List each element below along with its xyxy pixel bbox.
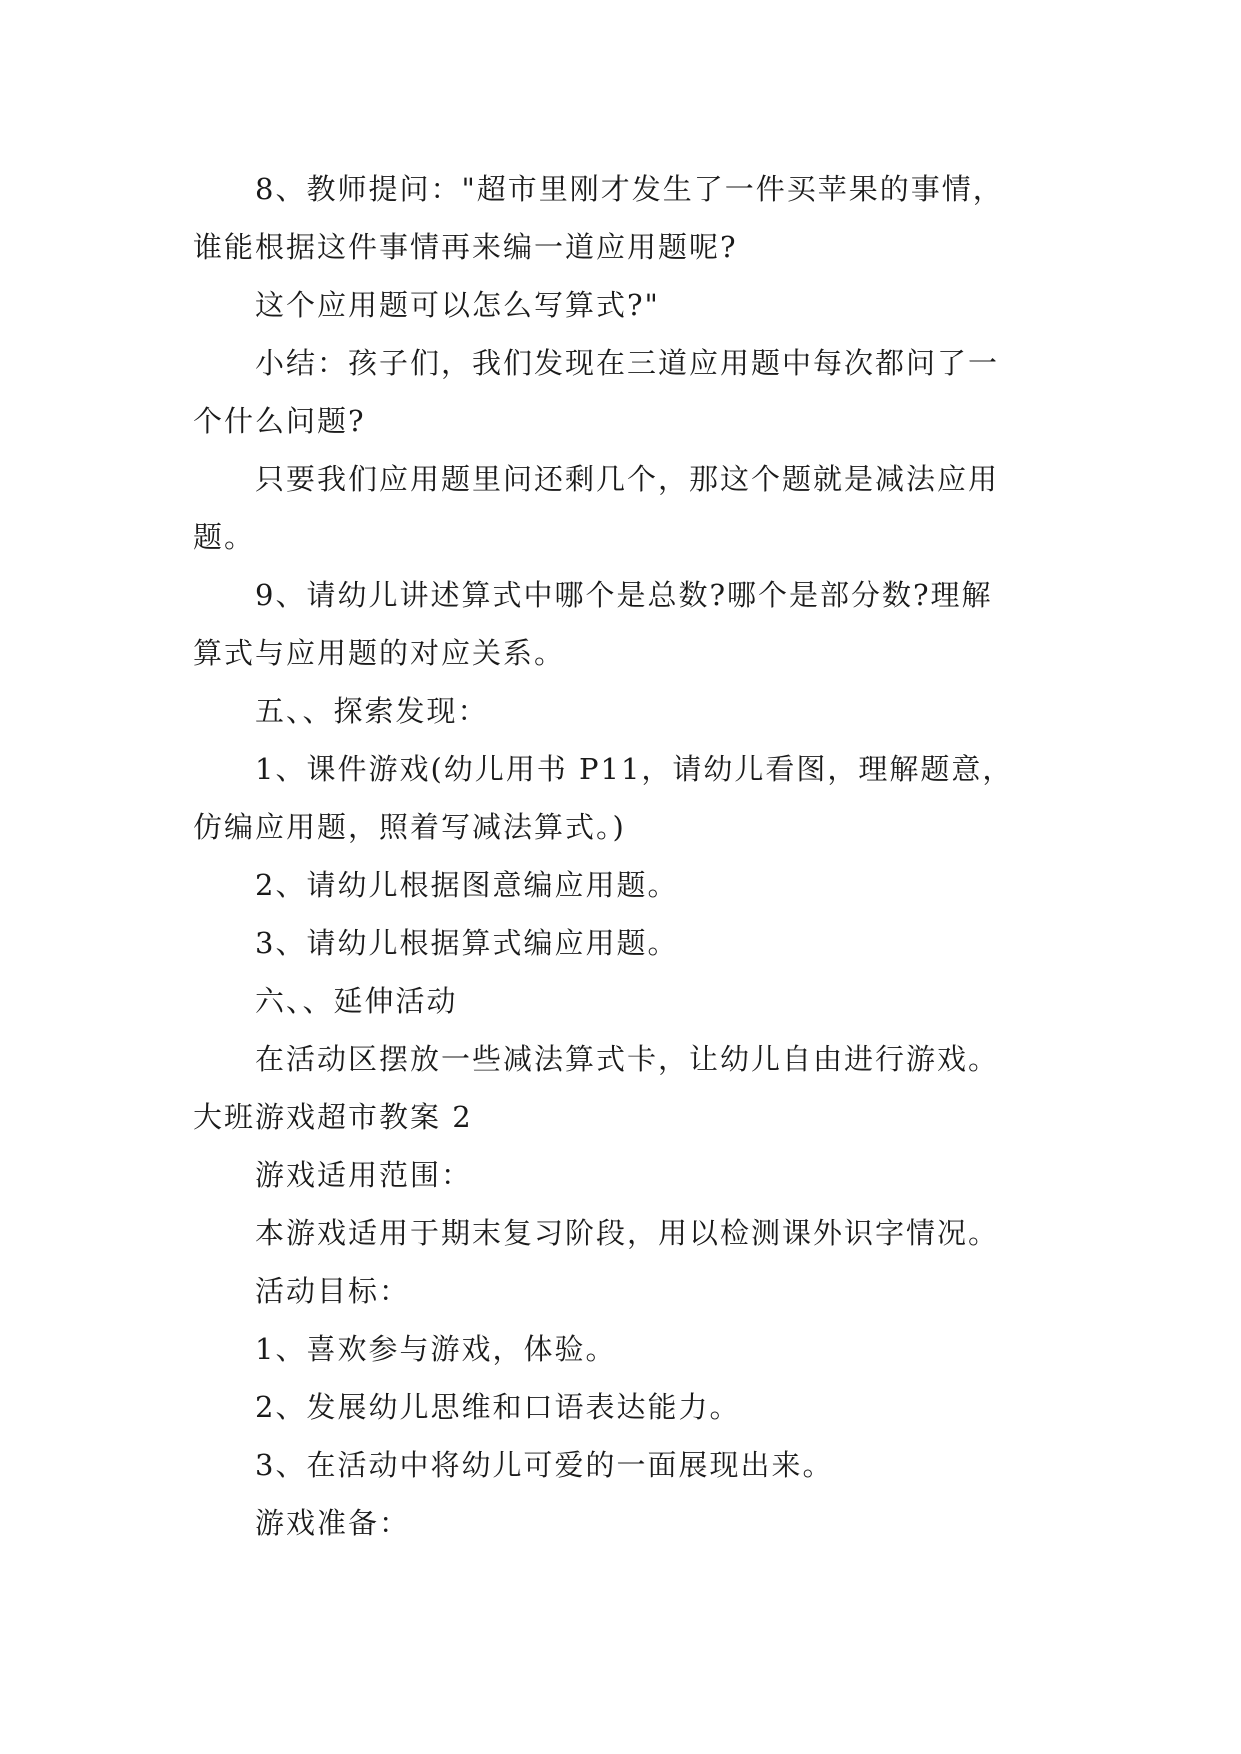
paragraph-line: 8、教师提问："超市里刚才发生了一件买苹果的事情， <box>255 172 1004 206</box>
section-heading: 六、、延伸活动 <box>255 984 458 1018</box>
paragraph-line: 2、请幼儿根据图意编应用题。 <box>255 868 679 902</box>
paragraph-line: 9、请幼儿讲述算式中哪个是总数?哪个是部分数?理解 <box>255 578 993 612</box>
section-heading: 五、、探索发现： <box>255 694 489 728</box>
paragraph-line: 3、请幼儿根据算式编应用题。 <box>255 926 679 960</box>
paragraph-line: 在活动区摆放一些减法算式卡，让幼儿自由进行游戏。 <box>255 1042 1000 1076</box>
list-item: 1、喜欢参与游戏，体验。 <box>255 1332 617 1366</box>
paragraph-line: 仿编应用题，照着写减法算式。) <box>193 810 626 844</box>
list-item: 2、发展幼儿思维和口语表达能力。 <box>255 1390 741 1424</box>
paragraph-line: 谁能根据这件事情再来编一道应用题呢? <box>193 230 738 264</box>
paragraph-line: 小结：孩子们，我们发现在三道应用题中每次都问了一 <box>255 346 1000 380</box>
paragraph-line: 只要我们应用题里问还剩几个，那这个题就是减法应用 <box>255 462 1000 496</box>
paragraph-line: 题。 <box>193 520 256 554</box>
list-item: 3、在活动中将幼儿可爱的一面展现出来。 <box>255 1448 834 1482</box>
paragraph-line: 这个应用题可以怎么写算式?" <box>255 288 660 322</box>
section-heading: 游戏适用范围： <box>255 1158 473 1192</box>
document-title: 大班游戏超市教案 2 <box>193 1100 473 1134</box>
section-heading: 活动目标： <box>255 1274 411 1308</box>
paragraph-line: 算式与应用题的对应关系。 <box>193 636 566 670</box>
paragraph-line: 1、课件游戏(幼儿用书 P11，请幼儿看图，理解题意， <box>255 752 1014 786</box>
document-body <box>193 160 1073 1552</box>
section-heading: 游戏准备： <box>255 1506 411 1540</box>
paragraph-line: 本游戏适用于期末复习阶段，用以检测课外识字情况。 <box>255 1216 1000 1250</box>
paragraph-line: 个什么问题? <box>193 404 366 438</box>
